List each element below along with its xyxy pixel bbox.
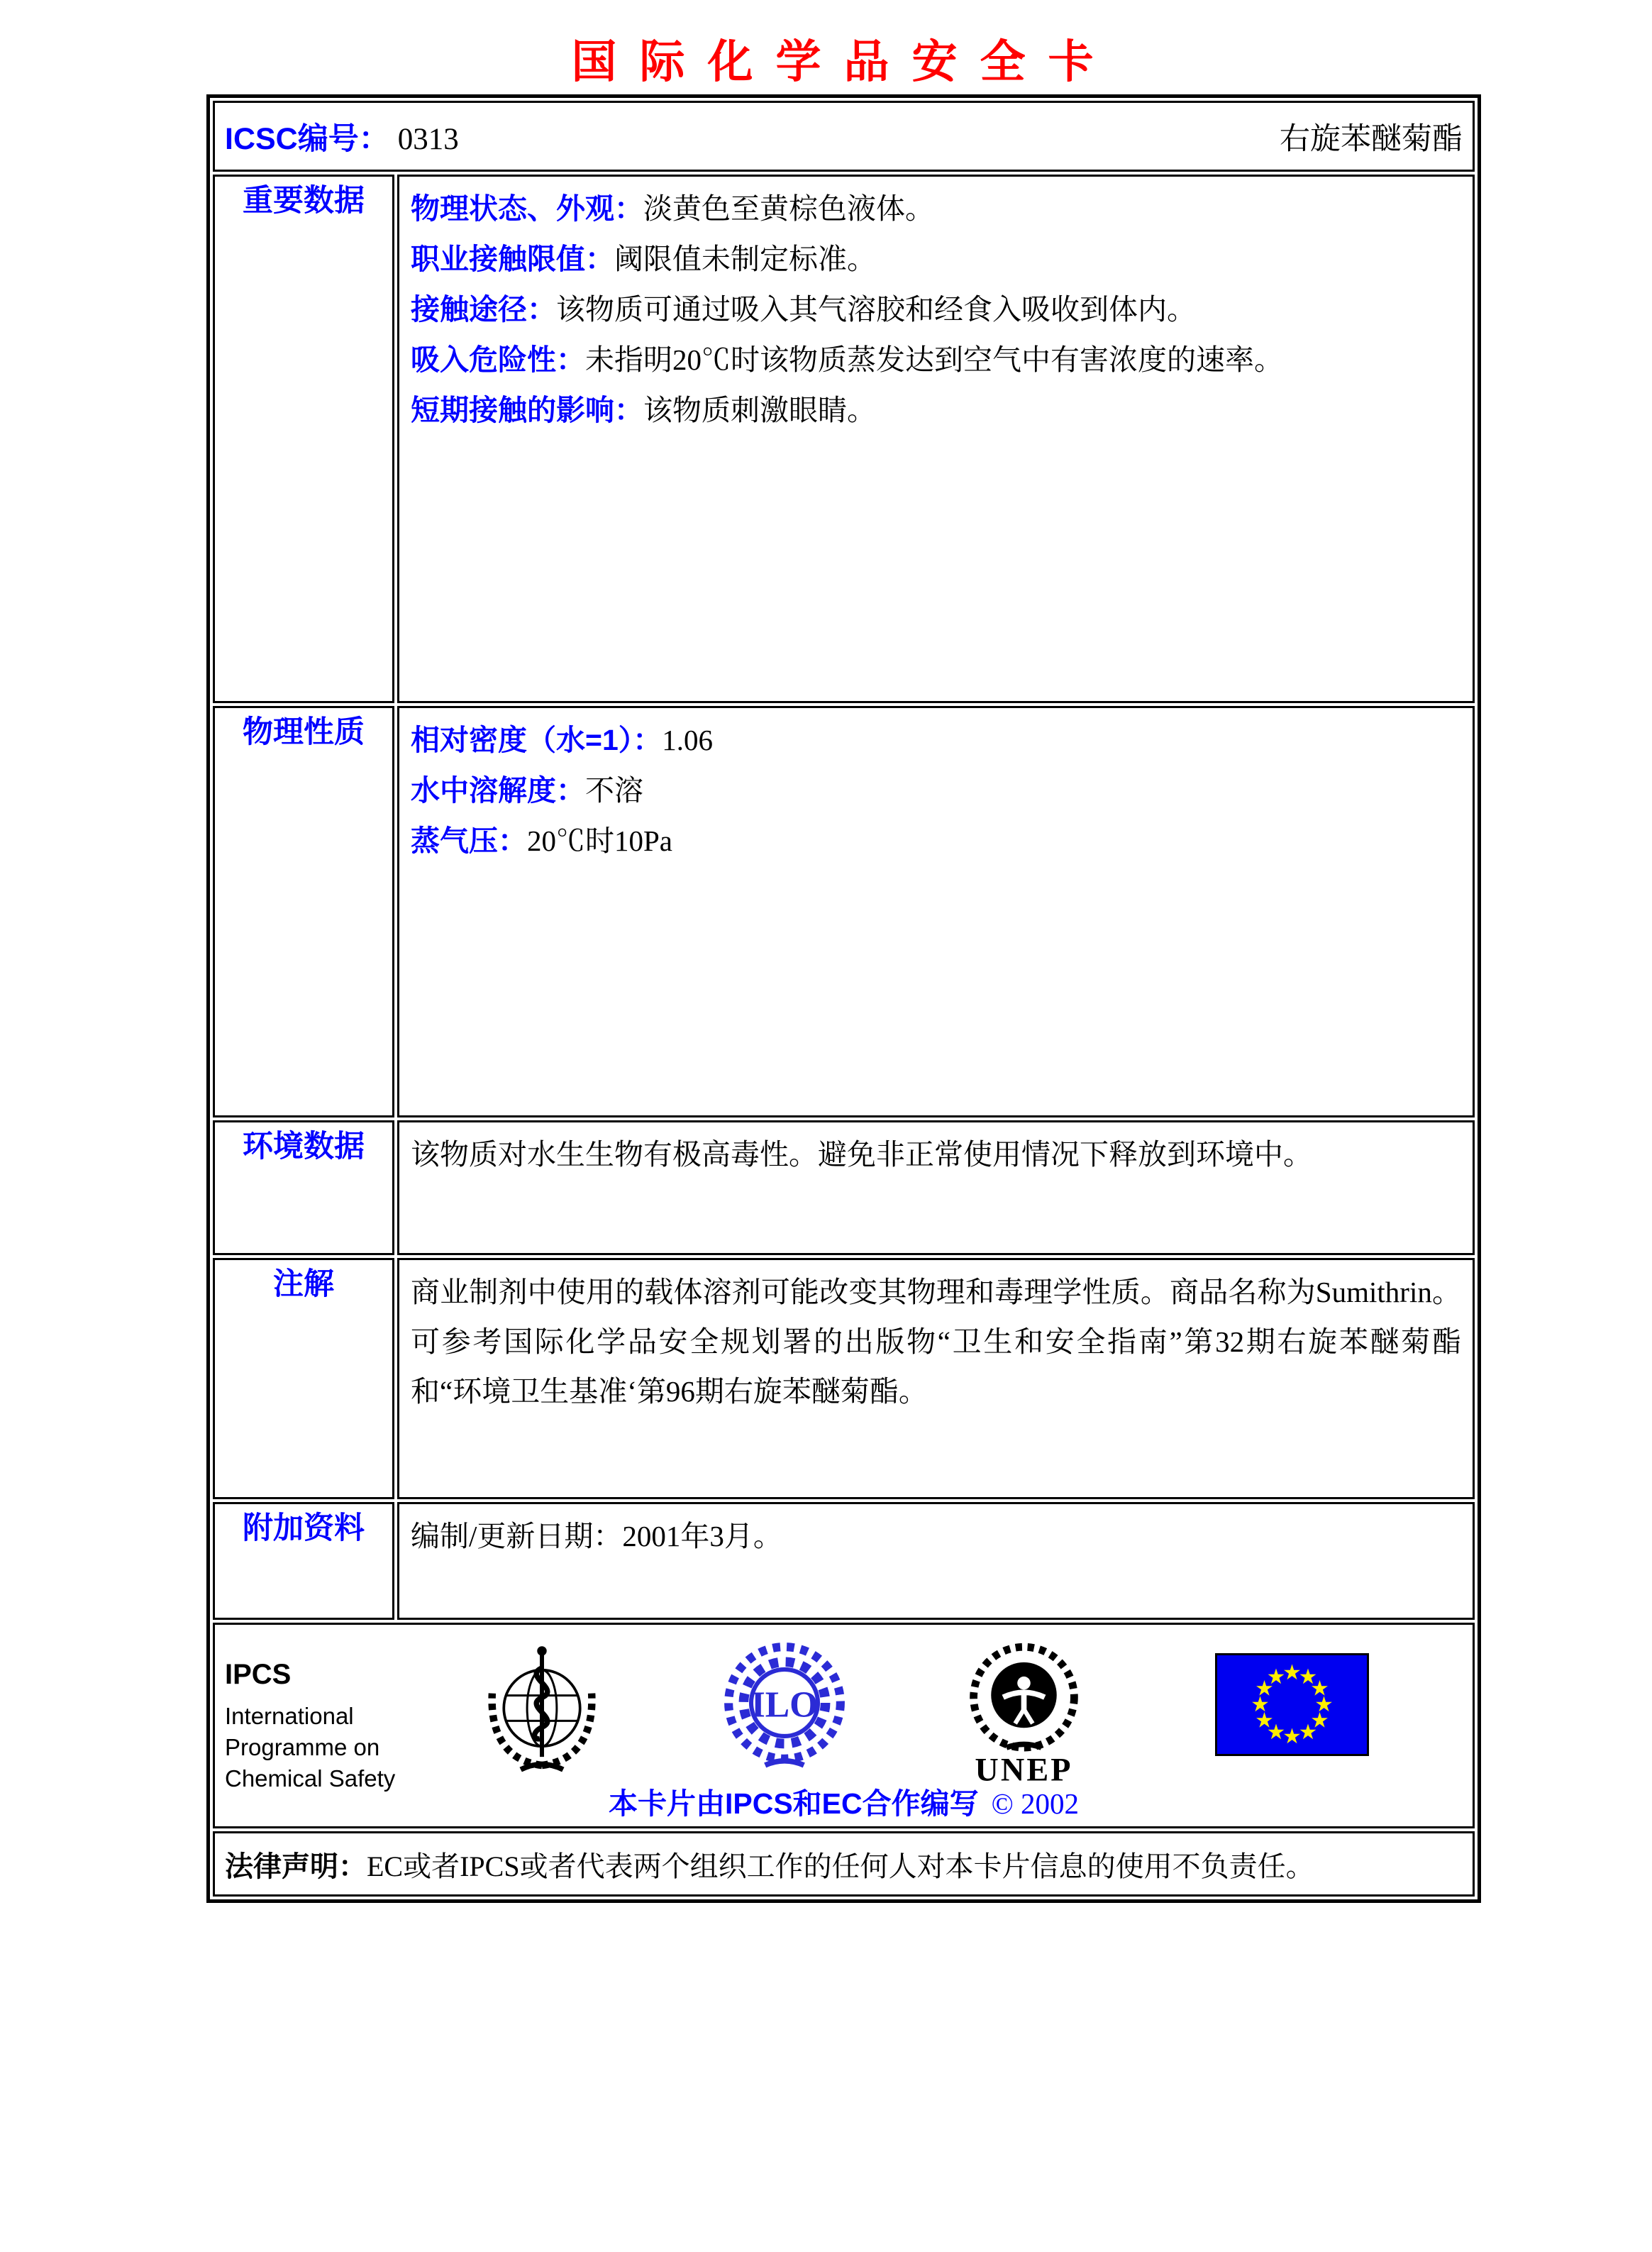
field-water-solubility — [411, 766, 1461, 816]
field-value: 阈限值未制定标准。 — [614, 243, 876, 275]
section-label-physical-properties: 物理性质 — [213, 706, 394, 1117]
field-vapor-pressure — [411, 816, 1461, 866]
header-cell — [213, 101, 1475, 172]
who-logo-icon — [477, 1640, 606, 1774]
field-label: 短期接触的影响： — [411, 394, 643, 426]
field-label: 职业接触限值： — [411, 243, 614, 275]
icsc-number-group — [225, 115, 459, 158]
chemical-name: 右旋苯醚菊酯 — [1280, 122, 1463, 156]
field-label: 接触途径： — [411, 293, 556, 326]
field-value: 该物质刺激眼睛。 — [643, 394, 876, 426]
header-row — [213, 101, 1475, 172]
ipcs-line: Chemical Safety — [225, 1765, 396, 1792]
notes-text: 商业制剂中使用的载体溶剂可能改变其物理和毒理学性质。商品名称为Sumithrin。可参考国际化学品安全规划署的出版物“卫生和安全指南”第32期右旋苯醚菊酯和“环境卫生基准‘第96期右旋苯醚菊酯。 — [411, 1276, 1461, 1408]
ipcs-acronym: IPCS — [225, 1659, 292, 1690]
field-label: 蒸气压： — [411, 824, 527, 857]
logos-cell — [213, 1623, 1475, 1828]
unep-letters: UNEP — [975, 1752, 1073, 1786]
section-row-physical-properties — [213, 706, 1475, 1117]
field-value: 淡黄色至黄棕色液体。 — [643, 192, 934, 225]
ipcs-logo-block — [225, 1659, 459, 1794]
additional-information-text: 编制/更新日期：2001年3月。 — [411, 1520, 782, 1552]
section-row-notes — [213, 1258, 1475, 1499]
legal-notice-label: 法律声明： — [225, 1850, 367, 1882]
field-inhalation-risk — [411, 335, 1461, 385]
field-relative-density — [411, 715, 1461, 766]
environmental-data-text: 该物质对水生生物有极高毒性。避免非正常使用情况下释放到环境中。 — [411, 1138, 1312, 1171]
field-value: 未指明20℃时该物质蒸发达到空气中有害浓度的速率。 — [585, 343, 1283, 376]
legal-cell — [213, 1831, 1475, 1897]
field-physical-state — [411, 184, 1461, 234]
ilo-letters: ILO — [750, 1684, 819, 1726]
icsc-number-label: ICSC编号： — [225, 121, 389, 156]
section-content-notes — [397, 1258, 1475, 1499]
field-value: 该物质可通过吸入其气溶胶和经食入吸收到体内。 — [556, 293, 1196, 326]
ipcs-line: International — [225, 1703, 354, 1729]
eu-flag-icon — [1215, 1653, 1369, 1756]
field-label: 物理状态、外观： — [411, 192, 643, 225]
section-label-notes: 注解 — [213, 1258, 394, 1499]
field-exposure-routes — [411, 285, 1461, 335]
section-label-environmental-data: 环境数据 — [213, 1120, 394, 1255]
legal-notice-text: EC或者IPCS或者代表两个组织工作的任何人对本卡片信息的使用不负责任。 — [367, 1850, 1314, 1882]
section-label-additional-information: 附加资料 — [213, 1502, 394, 1620]
legal-row — [213, 1831, 1475, 1897]
field-label: 水中溶解度： — [411, 774, 585, 807]
field-occupational-limits — [411, 234, 1461, 285]
copyright-text: © 2002 — [991, 1787, 1080, 1820]
page-title: 国际化学品安全卡 — [571, 37, 1116, 87]
section-label-important-data: 重要数据 — [213, 175, 394, 703]
ilo-logo-icon — [720, 1640, 849, 1772]
field-label: 吸入危险性： — [411, 343, 585, 376]
icsc-card-table — [206, 94, 1481, 1903]
section-content-physical-properties — [397, 706, 1475, 1117]
cooperation-caption — [215, 1780, 1473, 1822]
section-content-important-data — [397, 175, 1475, 703]
logos-row — [213, 1623, 1475, 1828]
field-value: 20℃时10Pa — [527, 824, 672, 857]
ipcs-line: Programme on — [225, 1734, 380, 1760]
section-content-environmental-data — [397, 1120, 1475, 1255]
field-value: 不溶 — [585, 774, 643, 807]
field-value: 1.06 — [662, 724, 713, 756]
field-label: 相对密度（水=1）： — [411, 724, 663, 756]
caption-text: 本卡片由IPCS和EC合作编写 — [608, 1787, 979, 1820]
icsc-number-value: 0313 — [397, 122, 459, 156]
unep-logo-icon — [958, 1640, 1090, 1786]
section-row-environmental-data — [213, 1120, 1475, 1255]
field-short-term-effects — [411, 385, 1461, 436]
section-row-important-data — [213, 175, 1475, 703]
section-content-additional-information — [397, 1502, 1475, 1620]
section-row-additional-information — [213, 1502, 1475, 1620]
